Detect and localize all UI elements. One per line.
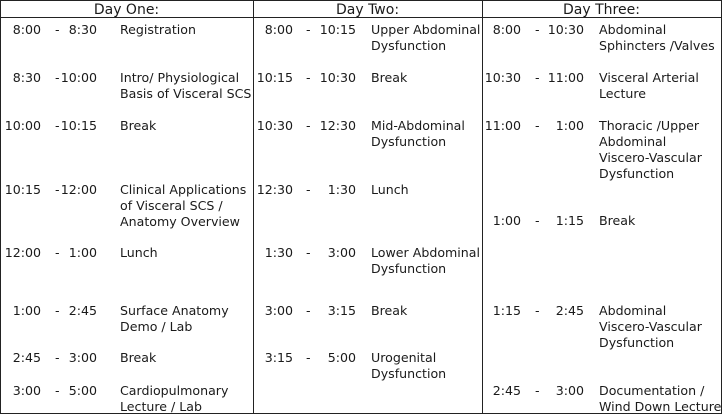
start-time: 8:00	[12, 22, 41, 37]
time-separator: -	[306, 350, 311, 365]
time-separator: -	[306, 182, 311, 197]
session-title: Break	[599, 213, 636, 228]
time-separator: -	[306, 245, 311, 260]
session-title: Sphincters /Valves	[599, 38, 715, 53]
table-border-right	[721, 0, 722, 414]
session-title: Abdominal	[599, 303, 667, 318]
end-time: 1:00	[555, 118, 584, 133]
start-time: 11:00	[484, 118, 521, 133]
session-title: Lecture	[599, 86, 647, 101]
session-title: Break	[120, 118, 157, 133]
session-title: Abdominal	[599, 22, 667, 37]
time-separator: -	[306, 22, 311, 37]
start-time: 1:15	[492, 303, 521, 318]
session-title: Intro/ Physiological	[120, 70, 240, 85]
session-title: Dysfunction	[371, 366, 447, 381]
end-time: 1:15	[555, 213, 584, 228]
time-separator: -	[55, 303, 60, 318]
start-time: 8:00	[264, 22, 293, 37]
time-separator: -	[306, 70, 311, 85]
session-title: Lunch	[371, 182, 409, 197]
end-time: 1:30	[327, 182, 356, 197]
end-time: 2:45	[68, 303, 97, 318]
day-two-header: Day Two:	[335, 2, 400, 18]
time-separator: -	[306, 303, 311, 318]
day-three-header: Day Three:	[563, 2, 640, 18]
start-time: 12:30	[256, 182, 293, 197]
session-title: Abdominal	[599, 134, 667, 149]
end-time: 12:30	[319, 118, 356, 133]
session-title: Dysfunction	[371, 134, 447, 149]
end-time: 5:00	[327, 350, 356, 365]
end-time: 12:00	[60, 182, 97, 197]
end-time: 10:30	[547, 22, 584, 37]
session-title: Viscero-Vascular	[599, 319, 702, 334]
end-time: 2:45	[555, 303, 584, 318]
day-one-header: Day One:	[93, 2, 160, 18]
start-time: 10:30	[484, 70, 521, 85]
session-title: Mid-Abdominal	[371, 118, 465, 133]
start-time: 1:30	[264, 245, 293, 260]
session-title: Break	[371, 303, 408, 318]
end-time: 11:00	[547, 70, 584, 85]
time-separator: -	[306, 118, 311, 133]
session-title: Dysfunction	[599, 166, 675, 181]
column-divider	[253, 0, 254, 414]
time-separator: -	[55, 22, 60, 37]
session-title: Wind Down Lecture	[599, 399, 722, 414]
time-separator: -	[535, 70, 540, 85]
start-time: 10:15	[4, 182, 41, 197]
session-title: Lower Abdominal	[371, 245, 481, 260]
time-separator: -	[55, 350, 60, 365]
start-time: 3:15	[264, 350, 293, 365]
start-time: 2:45	[12, 350, 41, 365]
time-separator: -	[55, 245, 60, 260]
session-title: Dysfunction	[599, 335, 675, 350]
time-separator: -	[55, 70, 60, 85]
end-time: 3:00	[68, 350, 97, 365]
session-title: Anatomy Overview	[120, 214, 240, 229]
session-title: Cardiopulmonary	[120, 383, 229, 398]
end-time: 10:15	[319, 22, 356, 37]
session-title: Surface Anatomy	[120, 303, 229, 318]
end-time: 3:15	[327, 303, 356, 318]
session-title: Basis of Visceral SCS	[120, 86, 252, 101]
session-title: Thoracic /Upper	[599, 118, 699, 133]
time-separator: -	[535, 383, 540, 398]
session-title: Dysfunction	[371, 38, 447, 53]
end-time: 1:00	[68, 245, 97, 260]
start-time: 3:00	[12, 383, 41, 398]
end-time: 10:15	[60, 118, 97, 133]
time-separator: -	[535, 118, 540, 133]
table-border-left	[0, 0, 1, 414]
end-time: 5:00	[68, 383, 97, 398]
session-title: Urogenital	[371, 350, 437, 365]
time-separator: -	[535, 22, 540, 37]
session-title: of Visceral SCS /	[120, 198, 223, 213]
session-title: Visceral Arterial	[599, 70, 699, 85]
end-time: 3:00	[555, 383, 584, 398]
start-time: 12:00	[4, 245, 41, 260]
column-divider	[482, 0, 483, 414]
end-time: 10:00	[60, 70, 97, 85]
start-time: 8:30	[12, 70, 41, 85]
session-title: Break	[371, 70, 408, 85]
start-time: 10:30	[256, 118, 293, 133]
end-time: 3:00	[327, 245, 356, 260]
start-time: 1:00	[12, 303, 41, 318]
session-title: Viscero-Vascular	[599, 150, 702, 165]
session-title: Registration	[120, 22, 196, 37]
time-separator: -	[55, 383, 60, 398]
start-time: 2:45	[492, 383, 521, 398]
start-time: 8:00	[492, 22, 521, 37]
session-title: Clinical Applications	[120, 182, 247, 197]
time-separator: -	[55, 182, 60, 197]
session-title: Dysfunction	[371, 261, 447, 276]
start-time: 10:00	[4, 118, 41, 133]
table-border-top	[0, 0, 722, 1]
session-title: Break	[120, 350, 157, 365]
session-title: Lecture / Lab	[120, 399, 203, 414]
start-time: 10:15	[256, 70, 293, 85]
end-time: 8:30	[68, 22, 97, 37]
session-title: Upper Abdominal	[371, 22, 481, 37]
session-title: Demo / Lab	[120, 319, 193, 334]
time-separator: -	[55, 118, 60, 133]
session-title: Documentation /	[599, 383, 705, 398]
time-separator: -	[535, 213, 540, 228]
time-separator: -	[535, 303, 540, 318]
end-time: 10:30	[319, 70, 356, 85]
start-time: 3:00	[264, 303, 293, 318]
start-time: 1:00	[492, 213, 521, 228]
session-title: Lunch	[120, 245, 158, 260]
